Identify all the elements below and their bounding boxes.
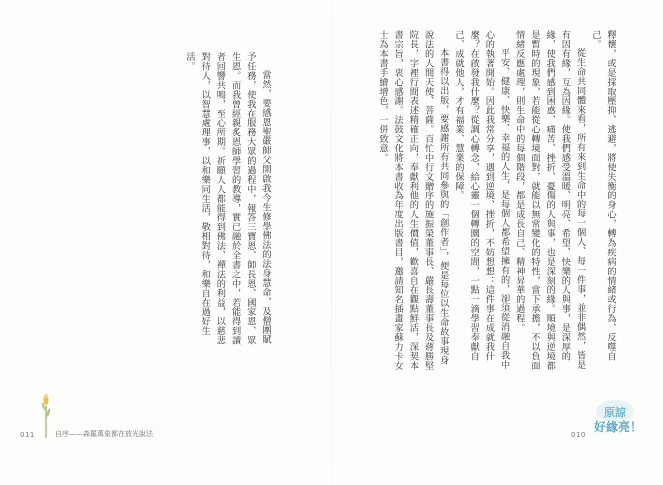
running-head	[55, 429, 153, 439]
plant-illustration-icon	[40, 392, 52, 438]
right-page-body	[375, 30, 618, 372]
right-paragraph-1: 釋懷，或是採取壓抑、逃避，將使失衡的身心，轉為疾病的情緒或行為，反噬自己。	[589, 30, 616, 361]
speech-bubble-icon	[592, 400, 654, 450]
running-head-text: 自序——森羅萬象都在放光說法	[55, 430, 153, 438]
right-paragraph-2: 從生命共同體來看，所有來到生命中的每一個人、每一件事，並非偶然，皆是有因有緣，互為因緣。使我們感受溫暖、明亮、希望、快樂的人與事，是深厚的緣，使我們感到困惑、痛苦、挫折、憂傷的人與事，也是深刻的緣。順境與逆境都是暫時的現象，若能從心轉境面對，就能以無常變化的特性，當下承擔，不以負面情緒反應處理，則生命中的每個階段，都是成長自己、精神昇華的過程。	[513, 30, 586, 371]
right-paragraph-4: 本書得以出版，要感謝所有共同參與的「創作者」，便是每位以生命故事現身說法的人間天使、菩薩。百忙中行文贈序的施振榮董事長、嚴長壽董事長及蔣勝堅院長，字裡行間表述精確正向，奉獻利他的人生價值，歡喜自在觀點鮮活，深契本書宗旨，衷心感謝。法鼓文化將本書收為年度出版書目，邀請知名插畫家蘇力卡女士為本書手繪增色，一併致意。	[376, 30, 449, 371]
right-folio: 010	[571, 431, 586, 439]
left-paragraph-1: 當然，要感恩聖嚴師父開啟我今生修學佛法的法身慧命，及僧團賦予任務，使我在服務大眾的過程中，報答三寶恩、師長恩、國家恩、眾生恩。而我曾經親炙恩師學習的教導，實已融於全書之中，若能得到讀者回響共鳴，至心所期。祈願人人都能得到佛法、禪法的利益，以慈悲對待人，以智慧處理事，以和樂同生活，敬相對待，和樂自在過好生活。	[183, 52, 271, 345]
left-page-body	[182, 52, 273, 352]
left-page	[0, 0, 331, 485]
badge-line-2: 好緣亮！	[594, 420, 643, 434]
right-paragraph-3: 平安、健康、快樂、幸福的人生，是每個人都希望擁有的，卻須從消融自我中心的執著開始。因此我常分享，遇到逆境、挫折，不妨想想：這件事在成就我什麼？在啟發我什麼？從調心轉念，給心靈一個轉圜的空間，一點一滴學習奉獻自己、成就他人，才有福業、慧業的保障。	[452, 30, 510, 370]
left-folio: 011	[20, 431, 35, 439]
badge-line-1: 原諒	[604, 406, 626, 419]
